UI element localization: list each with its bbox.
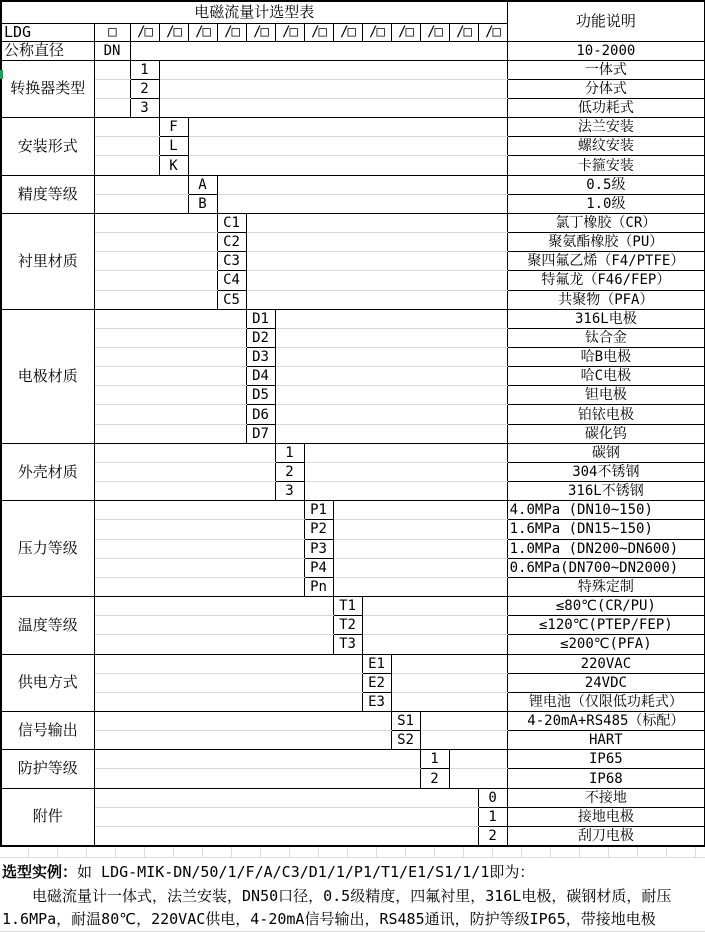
filler-left <box>94 213 217 232</box>
filler-left <box>94 328 246 347</box>
section-label: 外壳材质 <box>1 443 94 500</box>
function-cell: 0.6MPa(DN700~DN2000) <box>507 558 705 577</box>
filler-left <box>94 750 420 769</box>
function-cell: 锂电池（仅限低功耗式） <box>507 692 705 711</box>
function-cell: 钽电极 <box>507 386 705 405</box>
function-cell: 1.0MPa (DN200~DN600) <box>507 539 705 558</box>
filler-left <box>94 405 246 424</box>
code-cell: E2 <box>362 673 391 692</box>
filler-right <box>362 597 507 616</box>
code-cell: 2 <box>478 826 507 845</box>
code-cell: C4 <box>217 271 246 290</box>
filler-right <box>449 769 507 788</box>
section-label: 精度等级 <box>1 175 94 213</box>
function-cell: 特氟龙（F46/FEP） <box>507 271 705 290</box>
filler-left <box>94 482 275 501</box>
filler-left <box>94 175 188 194</box>
function-cell: 不接地 <box>507 788 705 807</box>
filler-left <box>94 673 362 692</box>
function-cell: 24VDC <box>507 673 705 692</box>
function-cell: 哈C电极 <box>507 367 705 386</box>
filler-left <box>94 539 304 558</box>
green-artifact-mark <box>0 70 3 79</box>
filler-left <box>94 443 275 462</box>
section-label: 电极材质 <box>1 309 94 443</box>
function-cell: 接地电极 <box>507 807 705 826</box>
filler-left <box>94 271 217 290</box>
code-cell: T1 <box>333 597 362 616</box>
function-cell: 刮刀电极 <box>507 826 705 845</box>
function-cell: 316L不锈钢 <box>507 482 705 501</box>
dn-code-cell: DN <box>94 41 130 60</box>
filler-left <box>94 577 304 596</box>
section-label: 温度等级 <box>1 597 94 654</box>
filler-left <box>94 233 217 252</box>
filler-left <box>94 692 362 711</box>
model-slot-cell: /□ <box>246 23 275 41</box>
filler-right <box>304 443 507 462</box>
filler-left <box>94 156 159 175</box>
filler-right <box>362 616 507 635</box>
code-cell: D4 <box>246 367 275 386</box>
code-cell: C3 <box>217 252 246 271</box>
section-label: 信号输出 <box>1 711 94 749</box>
filler-right <box>217 175 507 194</box>
filler-right <box>246 252 507 271</box>
model-slot-cell: /□ <box>333 23 362 41</box>
filler-right <box>217 194 507 213</box>
filler-left <box>94 290 217 309</box>
dn-empty-span <box>130 41 507 60</box>
filler-right <box>275 367 507 386</box>
filler-right <box>275 405 507 424</box>
filler-right <box>420 731 507 750</box>
code-cell: D3 <box>246 348 275 367</box>
function-cell: 4.0MPa (DN10~150) <box>507 501 705 520</box>
model-slot-cell: /□ <box>420 23 449 41</box>
filler-right <box>304 482 507 501</box>
code-cell: C1 <box>217 213 246 232</box>
dn-label: 公称直径 <box>1 41 94 60</box>
function-cell: 304不锈钢 <box>507 462 705 481</box>
code-cell: C5 <box>217 290 246 309</box>
filler-left <box>94 711 391 730</box>
filler-left <box>94 386 246 405</box>
spreadsheet-gridline-strip <box>0 847 705 858</box>
section-label: 转换器类型 <box>1 60 94 117</box>
filler-right <box>275 424 507 443</box>
filler-right <box>275 386 507 405</box>
example-line-2: 电磁流量计一体式，法兰安装，DN50口径，0.5级精度，四氟衬里，316L电极，碳钢材质，耐压 <box>32 886 672 905</box>
function-cell: 220VAC <box>507 654 705 673</box>
function-cell: 氯丁橡胶（CR） <box>507 213 705 232</box>
filler-right <box>333 520 507 539</box>
code-cell: D7 <box>246 424 275 443</box>
code-cell: E1 <box>362 654 391 673</box>
filler-right <box>420 711 507 730</box>
selection-example <box>0 858 705 932</box>
model-slot-cell: /□ <box>304 23 333 41</box>
code-cell: 3 <box>275 482 304 501</box>
filler-right <box>159 60 507 79</box>
filler-right <box>246 290 507 309</box>
code-cell: T3 <box>333 635 362 654</box>
code-cell: 1 <box>275 443 304 462</box>
filler-right <box>275 348 507 367</box>
filler-right <box>391 692 507 711</box>
filler-right <box>188 156 507 175</box>
section-label: 防护等级 <box>1 750 94 788</box>
filler-left <box>94 826 478 845</box>
model-slot-cell: /□ <box>159 23 188 41</box>
filler-right <box>333 501 507 520</box>
code-cell: A <box>188 175 217 194</box>
filler-right <box>275 328 507 347</box>
function-cell: 一体式 <box>507 60 705 79</box>
model-slot-cell: /□ <box>217 23 246 41</box>
function-cell: 共聚物（PFA） <box>507 290 705 309</box>
filler-right <box>246 213 507 232</box>
section-label: 压力等级 <box>1 501 94 597</box>
filler-left <box>94 194 188 213</box>
filler-left <box>94 807 478 826</box>
filler-left <box>94 597 333 616</box>
filler-right <box>333 558 507 577</box>
code-cell: K <box>159 156 188 175</box>
example-title: 选型实例： <box>2 862 78 881</box>
code-cell: F <box>159 118 188 137</box>
example-code: 如 LDG-MIK-DN/50/1/F/A/C3/D1/1/P1/T1/E1/S1/1/1即为： <box>77 862 535 881</box>
function-cell: 特殊定制 <box>507 577 705 596</box>
filler-left <box>94 654 362 673</box>
code-cell: D2 <box>246 328 275 347</box>
function-column-header: 功能说明 <box>507 1 705 41</box>
filler-left <box>94 731 391 750</box>
filler-left <box>94 769 420 788</box>
function-cell: 碳钢 <box>507 443 705 462</box>
filler-left <box>94 558 304 577</box>
code-cell: S1 <box>391 711 420 730</box>
code-cell: Pn <box>304 577 333 596</box>
filler-right <box>188 118 507 137</box>
filler-right <box>159 98 507 117</box>
filler-left <box>94 367 246 386</box>
example-line-3: 1.6MPa，耐温80℃，220VAC供电，4-20mA信号输出，RS485通讯，防护等级IP65，带接地电极 <box>2 909 656 928</box>
code-cell: L <box>159 137 188 156</box>
model-slot-cell: /□ <box>362 23 391 41</box>
section-label: 附件 <box>1 788 94 845</box>
filler-right <box>246 233 507 252</box>
function-cell: 低功耗式 <box>507 98 705 117</box>
model-slot-cell: /□ <box>130 23 159 41</box>
filler-left <box>94 348 246 367</box>
filler-left <box>94 137 159 156</box>
filler-right <box>391 673 507 692</box>
model-first-box-cell: □ <box>94 23 130 41</box>
function-cell: 聚氨酯橡胶（PU） <box>507 233 705 252</box>
function-cell: 法兰安装 <box>507 118 705 137</box>
function-cell: 1.0级 <box>507 194 705 213</box>
code-cell: 1 <box>478 807 507 826</box>
filler-right <box>391 654 507 673</box>
code-cell: T2 <box>333 616 362 635</box>
filler-right <box>188 137 507 156</box>
model-slot-cell: /□ <box>391 23 420 41</box>
function-cell: 卡箍安装 <box>507 156 705 175</box>
dn-function-cell: 10-2000 <box>507 41 705 60</box>
filler-right <box>333 539 507 558</box>
function-cell: 1.6MPa (DN15~150) <box>507 520 705 539</box>
function-cell: 4-20mA+RS485（标配） <box>507 711 705 730</box>
code-cell: 3 <box>130 98 159 117</box>
code-cell: 0 <box>478 788 507 807</box>
model-slot-cell: /□ <box>275 23 304 41</box>
code-cell: D1 <box>246 309 275 328</box>
code-cell: D6 <box>246 405 275 424</box>
code-cell: S2 <box>391 731 420 750</box>
filler-right <box>449 750 507 769</box>
code-cell: P3 <box>304 539 333 558</box>
model-prefix-cell: LDG <box>1 23 94 41</box>
function-cell: ≤80℃(CR/PU) <box>507 597 705 616</box>
filler-left <box>94 520 304 539</box>
code-cell: B <box>188 194 217 213</box>
model-slot-cell: /□ <box>188 23 217 41</box>
filler-left <box>94 79 130 98</box>
function-cell: 316L电极 <box>507 309 705 328</box>
function-cell: 碳化钨 <box>507 424 705 443</box>
filler-left <box>94 309 246 328</box>
filler-right <box>159 79 507 98</box>
function-cell: 0.5级 <box>507 175 705 194</box>
table-title: 电磁流量计选型表 <box>1 1 507 23</box>
function-cell: 哈B电极 <box>507 348 705 367</box>
section-label: 安装形式 <box>1 118 94 175</box>
function-cell: HART <box>507 731 705 750</box>
function-cell: 聚四氟乙烯（F4/PTFE） <box>507 252 705 271</box>
filler-right <box>304 462 507 481</box>
filler-right <box>275 309 507 328</box>
section-label: 衬里材质 <box>1 213 94 309</box>
code-cell: 2 <box>130 79 159 98</box>
filler-left <box>94 98 130 117</box>
filler-left <box>94 462 275 481</box>
filler-left <box>94 788 478 807</box>
function-cell: ≤200℃(PFA) <box>507 635 705 654</box>
function-cell: ≤120℃(PTEP/FEP) <box>507 616 705 635</box>
code-cell: D5 <box>246 386 275 405</box>
function-cell: 螺纹安装 <box>507 137 705 156</box>
filler-right <box>333 577 507 596</box>
code-cell: 2 <box>275 462 304 481</box>
filler-left <box>94 252 217 271</box>
function-cell: IP68 <box>507 769 705 788</box>
filler-left <box>94 424 246 443</box>
function-cell: IP65 <box>507 750 705 769</box>
model-slot-cell: /□ <box>449 23 478 41</box>
code-cell: P4 <box>304 558 333 577</box>
code-cell: E3 <box>362 692 391 711</box>
code-cell: P2 <box>304 520 333 539</box>
filler-left <box>94 616 333 635</box>
function-cell: 分体式 <box>507 79 705 98</box>
code-cell: 1 <box>420 750 449 769</box>
filler-left <box>94 60 130 79</box>
code-cell: P1 <box>304 501 333 520</box>
filler-left <box>94 635 333 654</box>
example-line-1 <box>0 858 705 884</box>
model-slot-cell: /□ <box>478 23 507 41</box>
filler-left <box>94 118 159 137</box>
code-cell: C2 <box>217 233 246 252</box>
function-cell: 钛合金 <box>507 328 705 347</box>
code-cell: 2 <box>420 769 449 788</box>
filler-right <box>362 635 507 654</box>
function-cell: 铂铱电极 <box>507 405 705 424</box>
filler-right <box>246 271 507 290</box>
section-label: 供电方式 <box>1 654 94 711</box>
code-cell: 1 <box>130 60 159 79</box>
filler-left <box>94 501 304 520</box>
